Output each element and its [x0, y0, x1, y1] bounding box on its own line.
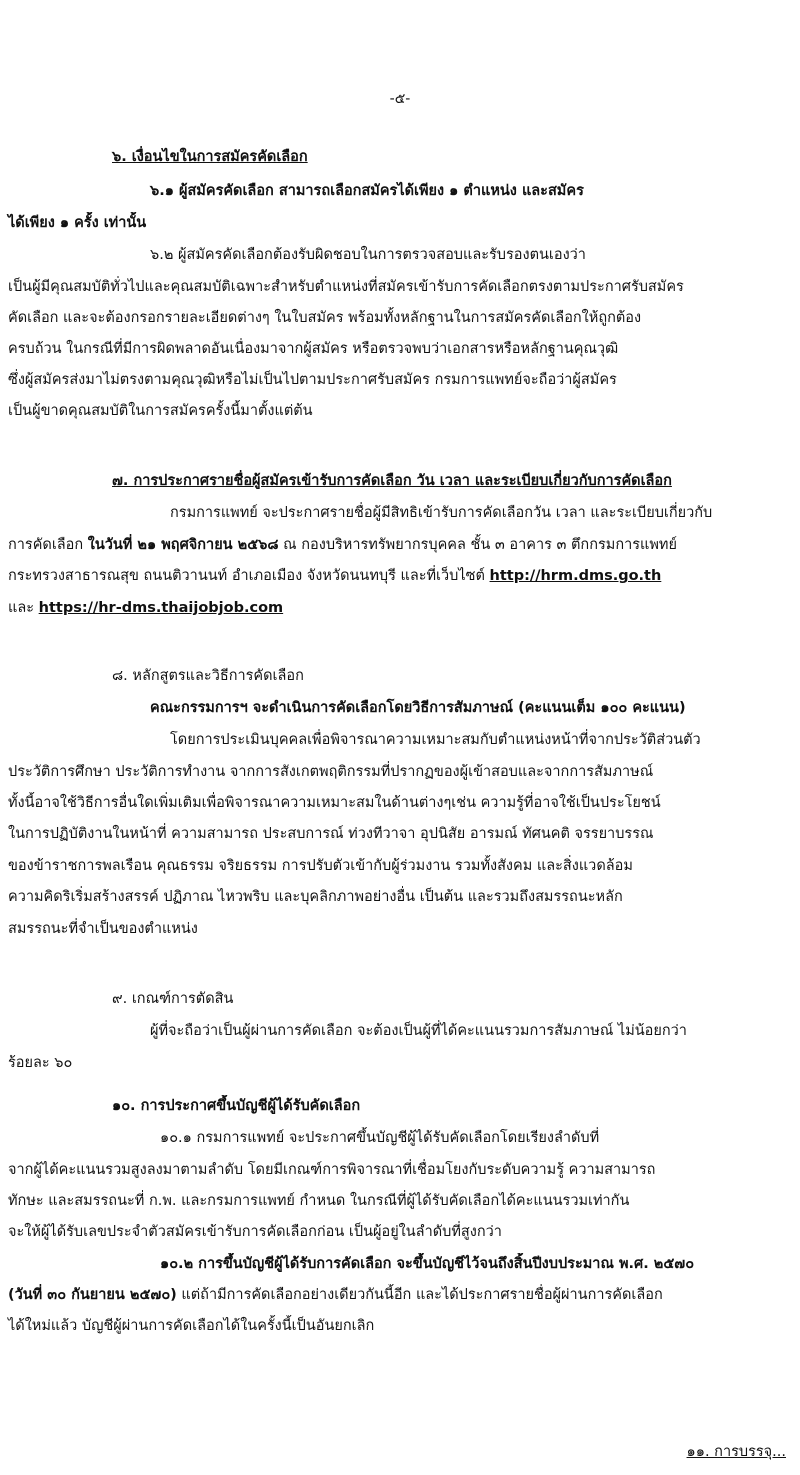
section-9-line-2: ร้อยละ ๖๐	[8, 1055, 73, 1071]
section-10-2-line-1: ๑๐.๒ การขึ้นบัญชีผู้ได้รับการคัดเลือก จะขึ้นบัญชีไว้จนถึงสิ้นปีงบประมาณ พ.ศ. ๒๕๗๐	[160, 1256, 695, 1272]
section-7-line-3	[0, 565, 800, 587]
section-6-heading: ๖. เงื่อนไขในการสมัครคัดเลือก	[112, 149, 308, 165]
section-10-1-line-3: ทักษะ และสมรรถนะที่ ก.พ. และกรมการแพทย์ กำหนด ในกรณีที่ผู้ได้รับคัดเลือกได้คะแนนรวมเท่ากัน	[8, 1193, 630, 1209]
section-6-2-line-5: ซึ่งผู้สมัครส่งมาไม่ตรงตามคุณวุฒิหรือไม่เป็นไปตามประกาศรับสมัคร กรมการแพทย์จะถือว่าผู้สมัคร	[8, 372, 617, 388]
section-10-heading: ๑๐. การประกาศขึ้นบัญชีผู้ได้รับคัดเลือก	[112, 1098, 361, 1114]
section-7-line-2-end: ณ กองบริหารทรัพยากรบุคคล ชั้น ๓ อาคาร ๓ ตึกกรมการแพทย์	[278, 537, 677, 553]
section-6-1-line-2: ได้เพียง ๑ ครั้ง เท่านั้น	[8, 215, 147, 231]
section-10-1-line-1: ๑๐.๑ กรมการแพทย์ จะประกาศขึ้นบัญชีผู้ได้รับคัดเลือกโดยเรียงลำดับที่	[160, 1130, 600, 1146]
section-7-line-4	[0, 597, 800, 619]
section-6-2-line-6: เป็นผู้ขาดคุณสมบัติในการสมัครครั้งนี้มาตั้งแต่ต้น	[8, 403, 313, 419]
section-6-1-line-1: ๖.๑ ผู้สมัครคัดเลือก สามารถเลือกสมัครได้เพียง ๑ ตำแหน่ง และสมัคร	[150, 183, 584, 199]
section-7-line-4-text: และ	[8, 600, 39, 616]
section-8-subheading: คณะกรรมการฯ จะดำเนินการคัดเลือกโดยวิธีการสัมภาษณ์ (คะแนนเต็ม ๑๐๐ คะแนน)	[150, 700, 686, 716]
section-7-line-2	[0, 534, 800, 556]
section-6-2-line-1: ๖.๒ ผู้สมัครคัดเลือกต้องรับผิดชอบในการตรวจสอบและรับรองตนเองว่า	[150, 247, 586, 263]
section-10-2-line-2	[0, 1284, 800, 1306]
section-8-line-5: ของข้าราชการพลเรือน คุณธรรม จริยธรรม การปรับตัวเข้ากับผู้ร่วมงาน รวมทั้งสังคม และสิ่งแวดล้อม	[8, 858, 633, 874]
section-8-line-2: ประวัติการศึกษา ประวัติการทำงาน จากการสังเกตพฤติกรรมที่ปรากฏของผู้เข้าสอบและจากการสัมภาษณ์	[8, 764, 654, 780]
section-8-line-4: ในการปฏิบัติงานในหน้าที่ ความสามารถ ประสบการณ์ ท่วงทีวาจา อุปนิสัย อารมณ์ ทัศนคติ จรรยาบรรณ	[8, 826, 654, 842]
section-10-2-line-3: ได้ใหม่แล้ว บัญชีผู้ผ่านการคัดเลือกได้ในครั้งนี้เป็นอันยกเลิก	[8, 1318, 375, 1334]
section-10-1-line-4: จะให้ผู้ได้รับเลขประจำตัวสมัครเข้ารับการคัดเลือกก่อน เป็นผู้อยู่ในลำดับที่สูงกว่า	[8, 1224, 502, 1240]
announcement-date: ในวันที่ ๒๑ พฤศจิกายน ๒๕๖๘	[87, 537, 279, 553]
section-8-line-7: สมรรถนะที่จำเป็นของตำแหน่ง	[8, 921, 198, 937]
section-7-line-2-start: การคัดเลือก	[8, 537, 88, 553]
section-8-line-3: ทั้งนี้อาจใช้วิธีการอื่นใดเพิ่มเติมเพื่อพิจารณาความเหมาะสมในด้านต่างๆเช่น ความรู้ที่อาจใช้เป็นประโยชน์	[8, 795, 661, 811]
next-page-reference: ๑๑. การบรรจุ...	[686, 1444, 786, 1460]
thaijobjob-website-link[interactable]: https://hr-dms.thaijobjob.com	[38, 600, 284, 616]
list-expiry-date: (วันที่ ๓๐ กันยายน ๒๕๗๐)	[8, 1287, 177, 1303]
hrm-website-link[interactable]: http://hrm.dms.go.th	[489, 568, 662, 584]
section-10-1-line-2: จากผู้ได้คะแนนรวมสูงลงมาตามลำดับ โดยมีเกณฑ์การพิจารณาที่เชื่อมโยงกับระดับความรู้ ความสามารถ	[8, 1162, 656, 1178]
section-9-heading: ๙. เกณฑ์การตัดสิน	[112, 991, 234, 1007]
section-7-line-3-text: กระทรวงสาธารณสุข ถนนติวานนท์ อำเภอเมือง จังหวัดนนทบุรี และที่เว็บไซต์	[8, 568, 490, 584]
section-7-heading: ๗. การประกาศรายชื่อผู้สมัครเข้ารับการคัดเลือก วัน เวลา และระเบียบเกี่ยวกับการคัดเลือก	[112, 473, 672, 489]
section-6-2-line-3: คัดเลือก และจะต้องกรอกรายละเอียดต่างๆ ในใบสมัคร พร้อมทั้งหลักฐานในการสมัครคัดเลือกให้ถูกต้อง	[8, 310, 642, 326]
section-10-2-line-2-text: แต่ถ้ามีการคัดเลือกอย่างเดียวกันนี้อีก และได้ประกาศรายชื่อผู้ผ่านการคัดเลือก	[176, 1287, 663, 1303]
section-8-line-1: โดยการประเมินบุคคลเพื่อพิจารณาความเหมาะสมกับตำแหน่งหน้าที่จากประวัติส่วนตัว	[170, 732, 701, 748]
section-8-line-6: ความคิดริเริ่มสร้างสรรค์ ปฏิภาณ ไหวพริบ และบุคลิกภาพอย่างอื่น เป็นต้น และรวมถึงสมรรถนะหลัก	[8, 889, 623, 905]
section-9-line-1: ผู้ที่จะถือว่าเป็นผู้ผ่านการคัดเลือก จะต้องเป็นผู้ที่ได้คะแนนรวมการสัมภาษณ์ ไม่น้อยกว่า	[150, 1023, 687, 1039]
section-8-heading: ๘. หลักสูตรและวิธีการคัดเลือก	[112, 668, 304, 684]
section-6-2-line-4: ครบถ้วน ในกรณีที่มีการผิดพลาดอันเนื่องมาจากผู้สมัคร หรือตรวจพบว่าเอกสารหรือหลักฐานคุณวุฒิ	[8, 341, 619, 357]
section-7-line-1: กรมการแพทย์ จะประกาศรายชื่อผู้มีสิทธิเข้ารับการคัดเลือกวัน เวลา และระเบียบเกี่ยวกับ	[170, 505, 713, 521]
section-6-2-line-2: เป็นผู้มีคุณสมบัติทั่วไปและคุณสมบัติเฉพาะสำหรับตำแหน่งที่สมัครเข้ารับการคัดเลือกตรงตามประกาศรับสมัคร	[8, 279, 684, 295]
page-number: -๕-	[389, 91, 411, 107]
